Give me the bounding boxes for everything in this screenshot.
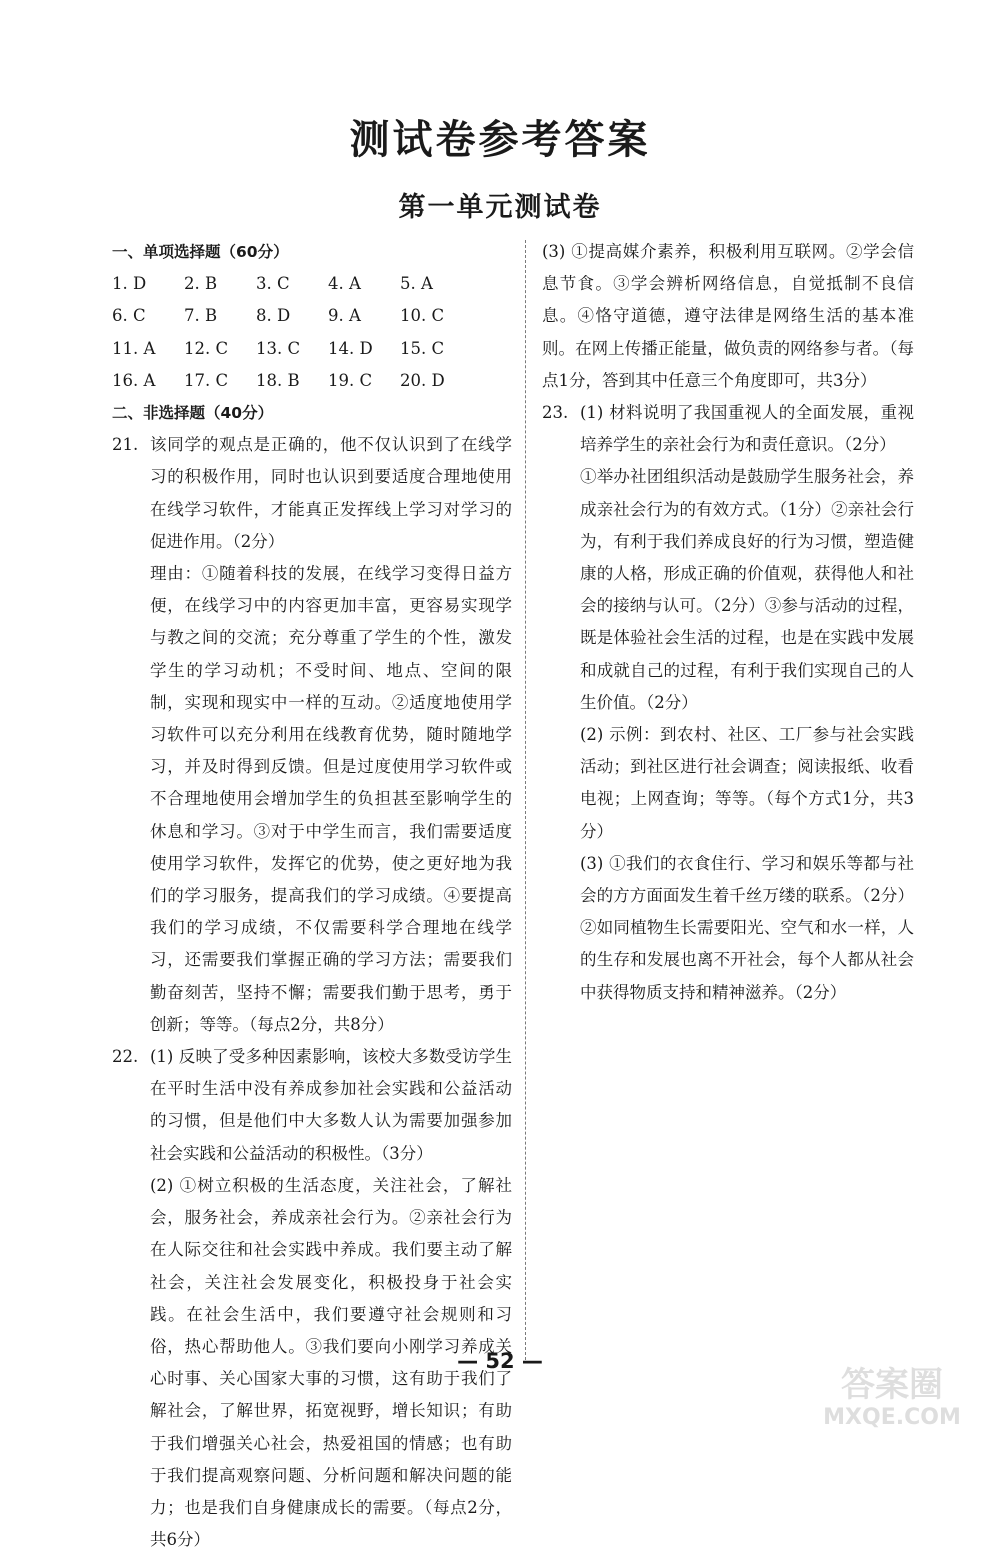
answer-item: 12. C xyxy=(184,338,229,358)
answer-item: 19. C xyxy=(328,370,373,390)
answer-paragraph: (3) ①提高媒介素养，积极利用互联网。②学会信息节食。③学会辨析网络信息，自觉抵制不良信息。④恪守道德，遵守法律是网络生活的基本准则。在网上传播正能量，做负责的网络参与者。（每点1分，答到其中任意三个角度即可，共3分） xyxy=(542,242,914,390)
answer-item: 1. D xyxy=(112,274,147,294)
column-divider xyxy=(525,240,526,1360)
answer-row xyxy=(112,300,512,332)
answer-item: 18. B xyxy=(256,370,300,390)
answer-row xyxy=(112,268,512,300)
answer-paragraph: (2) 示例：到农村、社区、工厂参与社会实践活动；到社区进行社会调查；阅读报纸、收看电视；上网查询；等等。（每个方式1分，共3分） xyxy=(580,725,914,841)
answer-item: 5. A xyxy=(400,274,433,294)
watermark-logo xyxy=(802,1358,982,1430)
answer-item: 9. A xyxy=(328,306,361,326)
answer-paragraph: 理由：①随着科技的发展，在线学习变得日益方便，在线学习中的内容更加丰富，更容易实现学与教之间的交流；充分尊重了学生的个性，激发学生的学习动机；不受时间、地点、空间的限制，实现和现实中一样的互动。②适度地使用学习软件可以充分利用在线教育优势，随时随地学习，并及时得到反馈。但是过度使用学习软件或不合理地使用会增加学生的负担甚至影响学生的休息和学习。③对于中学生而言，我们需要适度使用学习软件，发挥它的优势，使之更好地为我们的学习服务，提高我们的学习成绩。④要提高我们的学习成绩，不仅需要科学合理地在线学习，还需要我们掌握正确的学习方法；需要我们勤奋刻苦，坚持不懈；需要我们勤于思考，勇于创新；等等。（每点2分，共8分） xyxy=(150,564,512,1034)
section-heading-choice: 一、单项选择题（60分） xyxy=(112,243,289,261)
watermark-url: MXQE.COM xyxy=(823,1405,961,1430)
answer-paragraph: (1) 材料说明了我国重视人的全面发展，重视培养学生的亲社会行为和责任意识。（2分） xyxy=(580,403,914,455)
answer-item: 6. C xyxy=(112,306,146,326)
answer-row xyxy=(112,365,512,397)
answer-paragraph: (3) ①我们的衣食住行、学习和娱乐等都与社会的方方面面发生着千丝万缕的联系。（2分）②如同植物生长需要阳光、空气和水一样，人的生存和发展也离不开社会，每个人都从社会中获得物质支持和精神滋养。（2分） xyxy=(580,853,914,1002)
answer-item: 11. A xyxy=(112,338,156,358)
question-number: 23. xyxy=(542,403,569,423)
question-22 xyxy=(112,1041,512,1556)
answer-item: 10. C xyxy=(400,306,445,326)
watermark-text: 答案圈 xyxy=(841,1365,943,1405)
answer-item: 17. C xyxy=(184,370,229,390)
answer-item: 14. D xyxy=(328,338,373,358)
question-number: 22. xyxy=(112,1047,139,1067)
answer-item: 15. C xyxy=(400,338,445,358)
answer-item: 4. A xyxy=(328,274,361,294)
question-21 xyxy=(112,429,512,1041)
answer-paragraph: ①举办社团组织活动是鼓励学生服务社会，养成亲社会行为的有效方式。（1分）②亲社会行为，有利于我们养成良好的行为习惯，塑造健康的人格，形成正确的价值观，获得他人和社会的接纳与认可。（2分）③参与活动的过程，既是体验社会生活的过程，也是在实践中发展和成就自己的过程，有利于我们实现自己的人生价值。（2分） xyxy=(580,467,914,712)
answer-item: 8. D xyxy=(256,306,291,326)
unit-title: 第一单元测试卷 xyxy=(398,192,602,223)
answer-paragraph: (1) 反映了受多种因素影响，该校大多数受访学生在平时生活中没有养成参加社会实践和公益活动的习惯，但是他们中大多数人认为需要加强参加社会实践和公益活动的积极性。（3分） xyxy=(150,1047,512,1163)
page-number: — 52 — xyxy=(457,1349,543,1373)
section-heading-open: 二、非选择题（40分） xyxy=(112,404,274,423)
answer-item: 2. B xyxy=(184,274,218,294)
question-number: 21. xyxy=(112,435,139,455)
question-23 xyxy=(542,397,914,1009)
answer-item: 7. B xyxy=(184,306,218,326)
page-title: 测试卷参考答案 xyxy=(349,116,651,163)
answer-item: 20. D xyxy=(400,370,445,390)
right-column xyxy=(542,236,914,1009)
answer-row xyxy=(112,333,512,365)
answer-paragraph: (2) ①树立积极的生活态度，关注社会，了解社会，服务社会，养成亲社会行为。②亲社会行为在人际交往和社会实践中养成。我们要主动了解社会，关注社会发展变化，积极投身于社会实践。在社会生活中，我们要遵守社会规则和习俗，热心帮助他人。③我们要向小刚学习养成关心时事、关心国家大事的习惯，这有助于我们了解社会，了解世界，拓宽视野，增长知识；有助于我们增强关心社会，热爱祖国的情感；也有助于我们提高观察问题、分析问题和解决问题的能力；也是我们自身健康成长的需要。（每点2分，共6分） xyxy=(150,1175,512,1550)
answer-item: 13. C xyxy=(256,338,301,358)
answer-item: 3. C xyxy=(256,274,290,294)
answer-paragraph: 该同学的观点是正确的，他不仅认识到了在线学习的积极作用，同时也认识到要适度合理地使用在线学习软件，才能真正发挥线上学习对学习的促进作用。（2分） xyxy=(150,435,512,551)
answer-item: 16. A xyxy=(112,370,156,390)
